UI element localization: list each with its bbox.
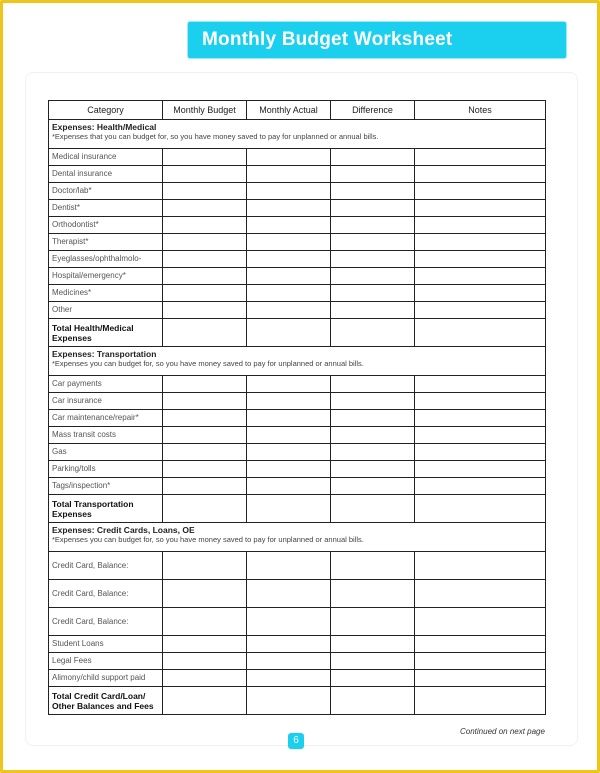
budget-cell[interactable] xyxy=(163,444,247,461)
difference-cell[interactable] xyxy=(331,580,415,608)
difference-cell[interactable] xyxy=(331,636,415,653)
difference-cell[interactable] xyxy=(331,285,415,302)
budget-cell[interactable] xyxy=(163,427,247,444)
notes-cell[interactable] xyxy=(415,217,546,234)
section-header-row xyxy=(49,347,546,376)
budget-cell[interactable] xyxy=(163,580,247,608)
row-label: Medical insurance xyxy=(49,149,163,166)
row-label: Hospital/emergency* xyxy=(49,268,163,285)
notes-cell[interactable] xyxy=(415,636,546,653)
table-row xyxy=(49,302,546,319)
table-row xyxy=(49,410,546,427)
row-label: Total Credit Card/Loan/ Other Balances and Fees xyxy=(49,687,163,715)
table-row xyxy=(49,608,546,636)
budget-cell[interactable] xyxy=(163,636,247,653)
section-heading: Expenses: Health/Medical xyxy=(52,122,157,132)
budget-cell[interactable] xyxy=(163,653,247,670)
budget-cell[interactable] xyxy=(163,495,247,523)
notes-cell[interactable] xyxy=(415,251,546,268)
difference-cell[interactable] xyxy=(331,217,415,234)
difference-cell[interactable] xyxy=(331,166,415,183)
col-header-category: Category xyxy=(49,101,163,120)
notes-cell[interactable] xyxy=(415,234,546,251)
actual-cell[interactable] xyxy=(247,302,331,319)
actual-cell[interactable] xyxy=(247,285,331,302)
table-row xyxy=(49,268,546,285)
row-label: Mass transit costs xyxy=(49,427,163,444)
continued-note: Continued on next page xyxy=(460,727,545,736)
row-label: Legal Fees xyxy=(49,653,163,670)
difference-cell[interactable] xyxy=(331,687,415,715)
header-row xyxy=(49,101,546,120)
notes-cell[interactable] xyxy=(415,495,546,523)
budget-cell[interactable] xyxy=(163,302,247,319)
notes-cell[interactable] xyxy=(415,200,546,217)
difference-cell[interactable] xyxy=(331,444,415,461)
difference-cell[interactable] xyxy=(331,653,415,670)
table-row xyxy=(49,653,546,670)
notes-cell[interactable] xyxy=(415,461,546,478)
actual-cell[interactable] xyxy=(247,608,331,636)
row-label: Total Health/Medical Expenses xyxy=(49,319,163,347)
budget-cell[interactable] xyxy=(163,234,247,251)
notes-cell[interactable] xyxy=(415,580,546,608)
section-note: *Expenses you can budget for, so you have money saved to pay for unplanned or annual bills. xyxy=(52,535,364,544)
budget-cell[interactable] xyxy=(163,687,247,715)
actual-cell[interactable] xyxy=(247,444,331,461)
actual-cell[interactable] xyxy=(247,670,331,687)
page-number-icon: 6 xyxy=(288,733,304,749)
total-row xyxy=(49,319,546,347)
table-row xyxy=(49,217,546,234)
table-row xyxy=(49,670,546,687)
row-label: Tags/inspection* xyxy=(49,478,163,495)
table-row xyxy=(49,636,546,653)
actual-cell[interactable] xyxy=(247,580,331,608)
actual-cell[interactable] xyxy=(247,319,331,347)
notes-cell[interactable] xyxy=(415,653,546,670)
actual-cell[interactable] xyxy=(247,427,331,444)
budget-cell[interactable] xyxy=(163,268,247,285)
budget-cell[interactable] xyxy=(163,478,247,495)
notes-cell[interactable] xyxy=(415,149,546,166)
actual-cell[interactable] xyxy=(247,461,331,478)
budget-cell[interactable] xyxy=(163,149,247,166)
table-row xyxy=(49,478,546,495)
row-label: Car insurance xyxy=(49,393,163,410)
col-header-difference: Difference xyxy=(331,101,415,120)
notes-cell[interactable] xyxy=(415,552,546,580)
total-row xyxy=(49,495,546,523)
section-heading: Expenses: Credit Cards, Loans, OE xyxy=(52,525,195,535)
notes-cell[interactable] xyxy=(415,427,546,444)
row-label: Eyeglasses/ophthalmolo- xyxy=(49,251,163,268)
difference-cell[interactable] xyxy=(331,608,415,636)
row-label: Total Transportation Expenses xyxy=(49,495,163,523)
section-note: *Expenses you can budget for, so you have money saved to pay for unplanned or annual bills. xyxy=(52,359,364,368)
row-label: Credit Card, Balance: xyxy=(49,608,163,636)
budget-cell[interactable] xyxy=(163,183,247,200)
difference-cell[interactable] xyxy=(331,149,415,166)
row-label: Other xyxy=(49,302,163,319)
col-header-budget: Monthly Budget xyxy=(163,101,247,120)
section-header-row xyxy=(49,523,546,552)
row-label: Alimony/child support paid xyxy=(49,670,163,687)
difference-cell[interactable] xyxy=(331,183,415,200)
actual-cell[interactable] xyxy=(247,478,331,495)
table-row xyxy=(49,149,546,166)
difference-cell[interactable] xyxy=(331,319,415,347)
budget-cell[interactable] xyxy=(163,393,247,410)
actual-cell[interactable] xyxy=(247,251,331,268)
actual-cell[interactable] xyxy=(247,166,331,183)
notes-cell[interactable] xyxy=(415,444,546,461)
difference-cell[interactable] xyxy=(331,552,415,580)
notes-cell[interactable] xyxy=(415,285,546,302)
table-row xyxy=(49,444,546,461)
budget-cell[interactable] xyxy=(163,217,247,234)
budget-cell[interactable] xyxy=(163,670,247,687)
row-label: Orthodontist* xyxy=(49,217,163,234)
page-title: Monthly Budget Worksheet xyxy=(202,29,453,50)
budget-table xyxy=(48,100,546,715)
actual-cell[interactable] xyxy=(247,217,331,234)
row-label: Therapist* xyxy=(49,234,163,251)
difference-cell[interactable] xyxy=(331,670,415,687)
table-row xyxy=(49,552,546,580)
row-label: Credit Card, Balance: xyxy=(49,552,163,580)
difference-cell[interactable] xyxy=(331,461,415,478)
section-header-cell xyxy=(49,120,546,149)
actual-cell[interactable] xyxy=(247,410,331,427)
table-row xyxy=(49,580,546,608)
section-header-cell xyxy=(49,523,546,552)
table-row xyxy=(49,393,546,410)
col-header-notes: Notes xyxy=(415,101,546,120)
actual-cell[interactable] xyxy=(247,653,331,670)
table-row xyxy=(49,376,546,393)
row-label: Parking/tolls xyxy=(49,461,163,478)
section-header-cell xyxy=(49,347,546,376)
section-heading: Expenses: Transportation xyxy=(52,349,157,359)
section-header-row xyxy=(49,120,546,149)
actual-cell[interactable] xyxy=(247,149,331,166)
table-row xyxy=(49,183,546,200)
col-header-actual: Monthly Actual xyxy=(247,101,331,120)
table-row xyxy=(49,251,546,268)
actual-cell[interactable] xyxy=(247,183,331,200)
row-label: Car maintenance/repair* xyxy=(49,410,163,427)
row-label: Car payments xyxy=(49,376,163,393)
row-label: Medicines* xyxy=(49,285,163,302)
table-row xyxy=(49,427,546,444)
row-label: Doctor/lab* xyxy=(49,183,163,200)
difference-cell[interactable] xyxy=(331,478,415,495)
budget-cell[interactable] xyxy=(163,166,247,183)
budget-cell[interactable] xyxy=(163,552,247,580)
notes-cell[interactable] xyxy=(415,183,546,200)
budget-cell[interactable] xyxy=(163,608,247,636)
budget-cell[interactable] xyxy=(163,319,247,347)
difference-cell[interactable] xyxy=(331,427,415,444)
notes-cell[interactable] xyxy=(415,687,546,715)
difference-cell[interactable] xyxy=(331,234,415,251)
budget-cell[interactable] xyxy=(163,410,247,427)
difference-cell[interactable] xyxy=(331,302,415,319)
actual-cell[interactable] xyxy=(247,234,331,251)
notes-cell[interactable] xyxy=(415,608,546,636)
notes-cell[interactable] xyxy=(415,393,546,410)
notes-cell[interactable] xyxy=(415,670,546,687)
notes-cell[interactable] xyxy=(415,319,546,347)
difference-cell[interactable] xyxy=(331,495,415,523)
difference-cell[interactable] xyxy=(331,200,415,217)
notes-cell[interactable] xyxy=(415,166,546,183)
actual-cell[interactable] xyxy=(247,552,331,580)
actual-cell[interactable] xyxy=(247,393,331,410)
budget-cell[interactable] xyxy=(163,461,247,478)
row-label: Dentist* xyxy=(49,200,163,217)
total-row xyxy=(49,687,546,715)
difference-cell[interactable] xyxy=(331,376,415,393)
actual-cell[interactable] xyxy=(247,636,331,653)
actual-cell[interactable] xyxy=(247,268,331,285)
table-row xyxy=(49,166,546,183)
actual-cell[interactable] xyxy=(247,495,331,523)
notes-cell[interactable] xyxy=(415,302,546,319)
table-row xyxy=(49,234,546,251)
section-note: *Expenses that you can budget for, so you have money saved to pay for unplanned or annual bills. xyxy=(52,132,379,141)
actual-cell[interactable] xyxy=(247,376,331,393)
table-row xyxy=(49,285,546,302)
budget-cell[interactable] xyxy=(163,376,247,393)
row-label: Dental insurance xyxy=(49,166,163,183)
notes-cell[interactable] xyxy=(415,410,546,427)
notes-cell[interactable] xyxy=(415,268,546,285)
budget-cell[interactable] xyxy=(163,285,247,302)
difference-cell[interactable] xyxy=(331,268,415,285)
title-banner xyxy=(188,22,566,58)
actual-cell[interactable] xyxy=(247,687,331,715)
row-label: Student Loans xyxy=(49,636,163,653)
table-row xyxy=(49,461,546,478)
row-label: Credit Card, Balance: xyxy=(49,580,163,608)
notes-cell[interactable] xyxy=(415,478,546,495)
budget-cell[interactable] xyxy=(163,251,247,268)
actual-cell[interactable] xyxy=(247,200,331,217)
difference-cell[interactable] xyxy=(331,393,415,410)
notes-cell[interactable] xyxy=(415,376,546,393)
difference-cell[interactable] xyxy=(331,251,415,268)
table-row xyxy=(49,200,546,217)
difference-cell[interactable] xyxy=(331,410,415,427)
budget-cell[interactable] xyxy=(163,200,247,217)
row-label: Gas xyxy=(49,444,163,461)
